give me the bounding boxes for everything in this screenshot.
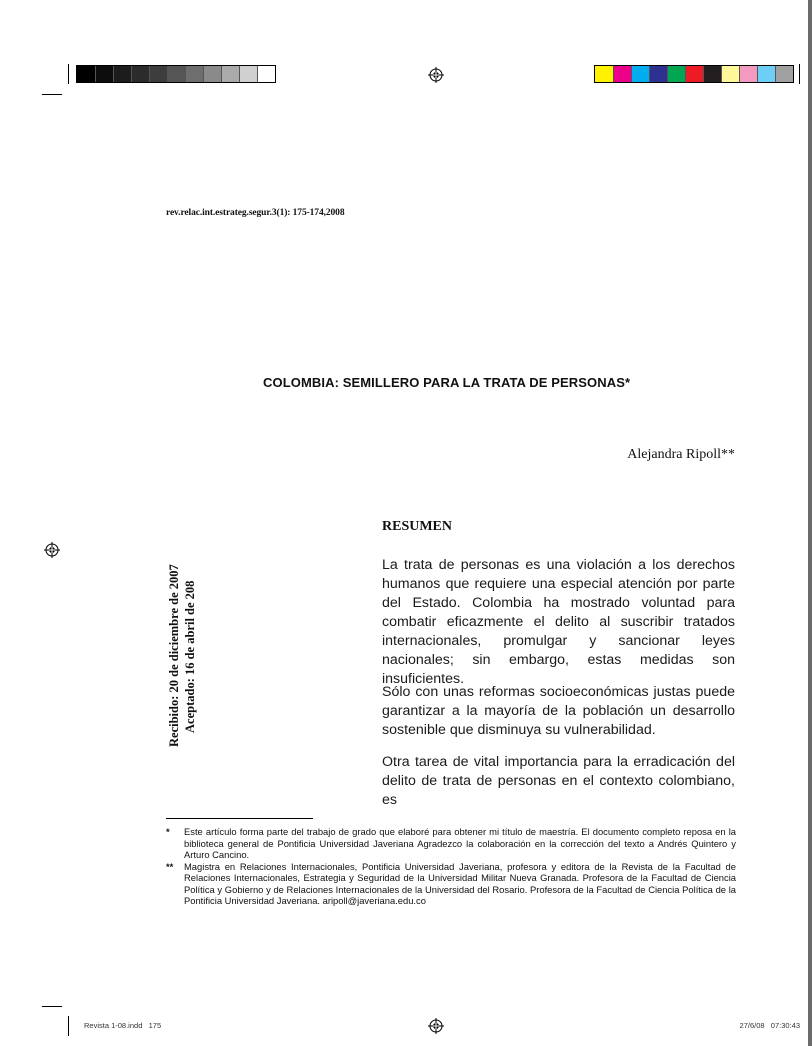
footnote (166, 826, 736, 861)
color-swatch (221, 66, 239, 82)
footnote-mark: ** (166, 860, 174, 872)
color-swatch (149, 66, 167, 82)
color-swatch (703, 66, 721, 82)
footnote-mark: * (166, 826, 170, 837)
registration-mark-bottom-icon (428, 1018, 444, 1034)
color-swatch (631, 66, 649, 82)
article-title: COLOMBIA: SEMILLERO PARA LA TRATA DE PERSONAS* (263, 375, 631, 390)
submission-dates (166, 552, 196, 747)
color-swatch (239, 66, 257, 82)
abstract-paragraph-1: La trata de personas es una violación a los derechos humanos que requiere una especial atención por parte del Estado. Colombia ha mostrado voluntad para combatir eficazmente el delito al suscribir tratados internacionales, promulgar y sancionar leyes nacionales; sin embargo, estas medidas son insuficientes. (382, 557, 735, 687)
footnote-text: Este artículo forma parte del trabajo de grado que elaboré para obtener mi título de maestría. El documento completo reposa en la biblioteca general de Pontificia Universidad Javeriana Agradezco la colaboración en la corrección del texto a Andrés Quintero y Arturo Cancino. (184, 826, 736, 860)
color-swatch (167, 66, 185, 82)
color-swatch (775, 66, 793, 82)
process-color-bar (594, 65, 794, 83)
trim-mark-bottom-left (42, 1006, 62, 1007)
footnote-text: Magistra en Relaciones Internacionales, Pontificia Universidad Javeriana, profesora y editora de la Revista de la Facultad de Relaciones Internacionales, Estrategia y Seguridad de la Universidad Militar Nueva Granada. Profesora de la Facultad de Ciencia Política y Gobierno y de Relaciones Internacionales de la Universidad del Rosario. Profesora de la Facultad de Ciencia Política de la Pontificia Universidad Javeriana. aripoll@javeriana.edu.co (184, 860, 736, 906)
color-swatch (739, 66, 757, 82)
journal-reference: rev.relac.int.estrateg.segur.3(1): 175-174,2008 (166, 208, 345, 218)
registration-mark-top-icon (428, 67, 444, 83)
color-swatch (685, 66, 703, 82)
abstract-paragraph-3: Otra tarea de vital importancia para la erradicación del delito de trata de personas en el contexto colombiano, es (382, 754, 735, 808)
footnotes (166, 826, 736, 907)
abstract-paragraph-2: Sólo con unas reformas socioeconómicas justas puede garantizar a la mayoría de la población un desarrollo sostenible que disminuya su vulnerabilidad. (382, 684, 735, 738)
trim-mark-left-bottom (68, 1016, 69, 1036)
registration-mark-left-icon (44, 542, 60, 558)
page-edge (808, 0, 812, 1046)
color-swatch (131, 66, 149, 82)
color-swatch (649, 66, 667, 82)
trim-mark-right-top (799, 64, 800, 84)
received-date: Recibido: 20 de diciembre de 2007 (167, 564, 181, 747)
color-swatch (595, 66, 613, 82)
color-swatch (95, 66, 113, 82)
color-swatch (203, 66, 221, 82)
footnote (166, 861, 736, 907)
color-swatch (77, 66, 95, 82)
color-swatch (757, 66, 775, 82)
color-swatch (721, 66, 739, 82)
color-swatch (113, 66, 131, 82)
abstract-heading: RESUMEN (382, 519, 453, 534)
color-swatch (257, 66, 275, 82)
color-swatch (613, 66, 631, 82)
trim-mark-top-left (42, 94, 62, 95)
accepted-date: Aceptado: 16 de abril de 208 (183, 580, 197, 733)
slug-timestamp: 27/6/08 07:30:43 (739, 1021, 800, 1030)
author-name: Alejandra Ripoll** (627, 447, 735, 462)
color-swatch (185, 66, 203, 82)
footnote-rule (166, 818, 313, 819)
trim-mark-left-top (68, 64, 69, 84)
color-swatch (667, 66, 685, 82)
slug-file-info: Revista 1-08.indd 175 (84, 1021, 162, 1030)
grayscale-color-bar (76, 65, 276, 83)
